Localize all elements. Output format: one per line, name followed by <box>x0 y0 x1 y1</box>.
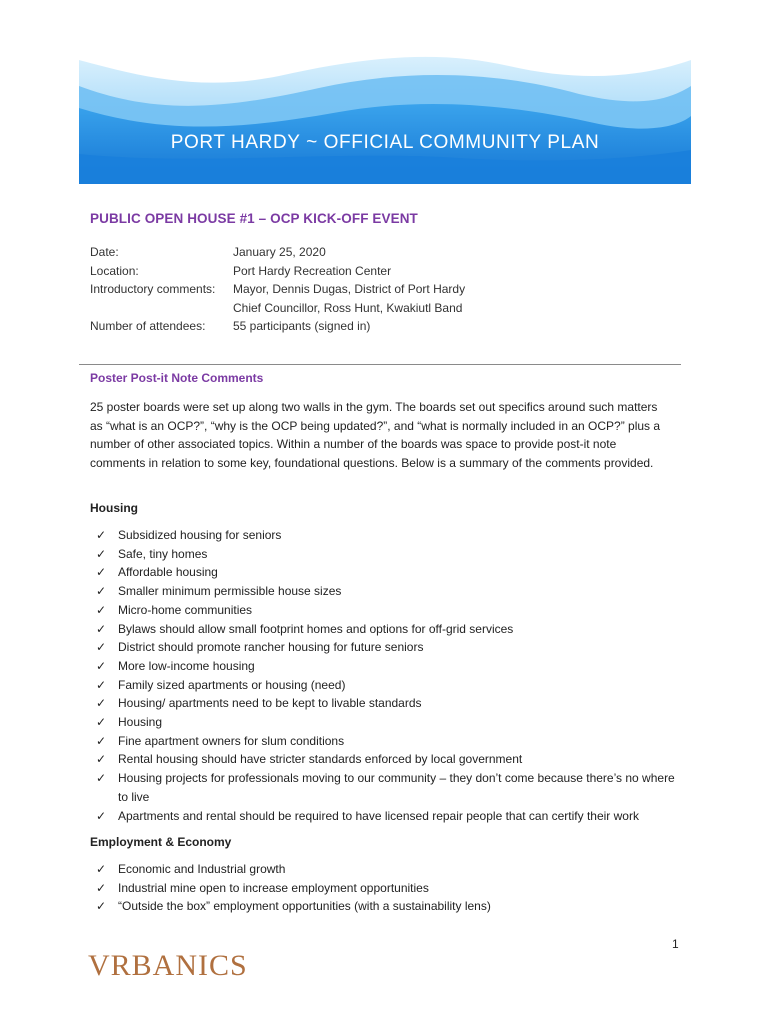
checkmark-icon: ✓ <box>96 808 107 823</box>
checkmark-icon: ✓ <box>96 584 107 599</box>
wave-graphic <box>79 46 691 184</box>
list-item-text: District should promote rancher housing for future seniors <box>118 640 424 655</box>
checkmark-icon: ✓ <box>96 677 107 692</box>
list-item <box>96 676 686 695</box>
checkmark-icon: ✓ <box>96 733 107 748</box>
list-item <box>96 563 686 582</box>
page-title: PUBLIC OPEN HOUSE #1 – OCP KICK-OFF EVENT <box>90 211 418 226</box>
list-item-text: Housing projects for professionals moving to our community – they don’t come because there’s no where to live <box>118 771 675 804</box>
list-item <box>96 582 686 601</box>
list-item-text: Housing/ apartments need to be kept to livable standards <box>118 696 422 711</box>
event-details <box>90 243 465 336</box>
list-item-text: Industrial mine open to increase employment opportunities <box>118 880 429 895</box>
meta-row-location <box>90 262 465 281</box>
meta-row-attendees <box>90 317 465 336</box>
list-item-text: Apartments and rental should be required to have licensed repair people that can certify their work <box>118 808 639 823</box>
meta-row-intro-comments <box>90 280 465 317</box>
list-item-text: “Outside the box” employment opportunities (with a sustainability lens) <box>118 899 491 914</box>
list-item-text: Family sized apartments or housing (need) <box>118 677 346 692</box>
section-title: Poster Post-it Note Comments <box>90 371 264 385</box>
list-item <box>96 601 686 620</box>
meta-label: Location: <box>90 263 139 278</box>
list-item-text: Micro-home communities <box>118 602 253 617</box>
checkmark-icon: ✓ <box>96 602 107 617</box>
meta-label: Number of attendees: <box>90 319 206 334</box>
company-logo: VRBANICS <box>88 949 248 982</box>
employment-title: Employment & Economy <box>90 835 232 849</box>
checkmark-icon: ✓ <box>96 546 107 561</box>
list-item-text: Rental housing should have stricter standards enforced by local government <box>118 752 523 767</box>
list-item-text: Fine apartment owners for slum conditions <box>118 733 345 748</box>
list-item <box>96 732 686 751</box>
checkmark-icon: ✓ <box>96 528 107 542</box>
banner-title: PORT HARDY ~ OFFICIAL COMMUNITY PLAN <box>170 132 600 153</box>
list-item <box>96 638 686 657</box>
checkmark-icon: ✓ <box>96 640 107 655</box>
list-item <box>96 860 686 879</box>
meta-row-date <box>90 243 465 262</box>
list-item <box>96 526 686 545</box>
checkmark-icon: ✓ <box>96 771 107 786</box>
meta-label: Introductory comments: <box>90 282 216 297</box>
list-item-text: Housing <box>118 715 163 730</box>
checkmark-icon: ✓ <box>96 621 107 636</box>
housing-title: Housing <box>90 501 138 515</box>
checkmark-icon: ✓ <box>96 752 107 767</box>
housing-list <box>96 526 686 825</box>
checkmark-icon: ✓ <box>96 658 107 673</box>
list-item <box>96 694 686 713</box>
list-item-text: More low-income housing <box>118 658 255 673</box>
meta-value-line: Chief Councillor, Ross Hunt, Kwakiutl Band <box>233 300 463 315</box>
list-item <box>96 750 686 769</box>
meta-label: Date: <box>90 245 119 259</box>
section-divider <box>79 364 681 365</box>
list-item-text: Smaller minimum permissible house sizes <box>118 584 342 599</box>
list-item-text: Affordable housing <box>118 565 218 580</box>
list-item <box>96 807 686 826</box>
list-item-text: Economic and Industrial growth <box>118 862 286 876</box>
list-item <box>96 879 686 898</box>
meta-value: Port Hardy Recreation Center <box>233 263 392 278</box>
list-item <box>96 897 686 916</box>
list-item <box>96 657 686 676</box>
meta-value <box>233 280 465 317</box>
meta-value: January 25, 2020 <box>233 245 326 259</box>
list-item <box>96 769 686 806</box>
intro-paragraph: 25 poster boards were set up along two walls in the gym. The boards set out specifics around such matters as “what is an OCP?”, “why is the OCP being updated?”, and “what is normally included in an OCP?” plus a number of other associated topics. Within a number of the boards was space to provide post-it note comments in relation to some key, foundational questions. Below is a summary of the comments provided. <box>90 400 661 470</box>
employment-list <box>96 860 686 916</box>
checkmark-icon: ✓ <box>96 565 107 580</box>
list-item <box>96 545 686 564</box>
list-item-text: Safe, tiny homes <box>118 546 208 561</box>
page-number: 1 <box>672 937 679 951</box>
checkmark-icon: ✓ <box>96 696 107 711</box>
checkmark-icon: ✓ <box>96 715 107 730</box>
meta-value-line: Mayor, Dennis Dugas, District of Port Hardy <box>233 282 466 297</box>
checkmark-icon: ✓ <box>96 862 107 876</box>
list-item <box>96 620 686 639</box>
meta-value: 55 participants (signed in) <box>233 319 371 334</box>
list-item-text: Bylaws should allow small footprint homes and options for off-grid services <box>118 621 514 636</box>
list-item <box>96 713 686 732</box>
checkmark-icon: ✓ <box>96 880 107 895</box>
list-item-text: Subsidized housing for seniors <box>118 528 282 542</box>
header-banner <box>79 46 691 184</box>
checkmark-icon: ✓ <box>96 899 107 914</box>
